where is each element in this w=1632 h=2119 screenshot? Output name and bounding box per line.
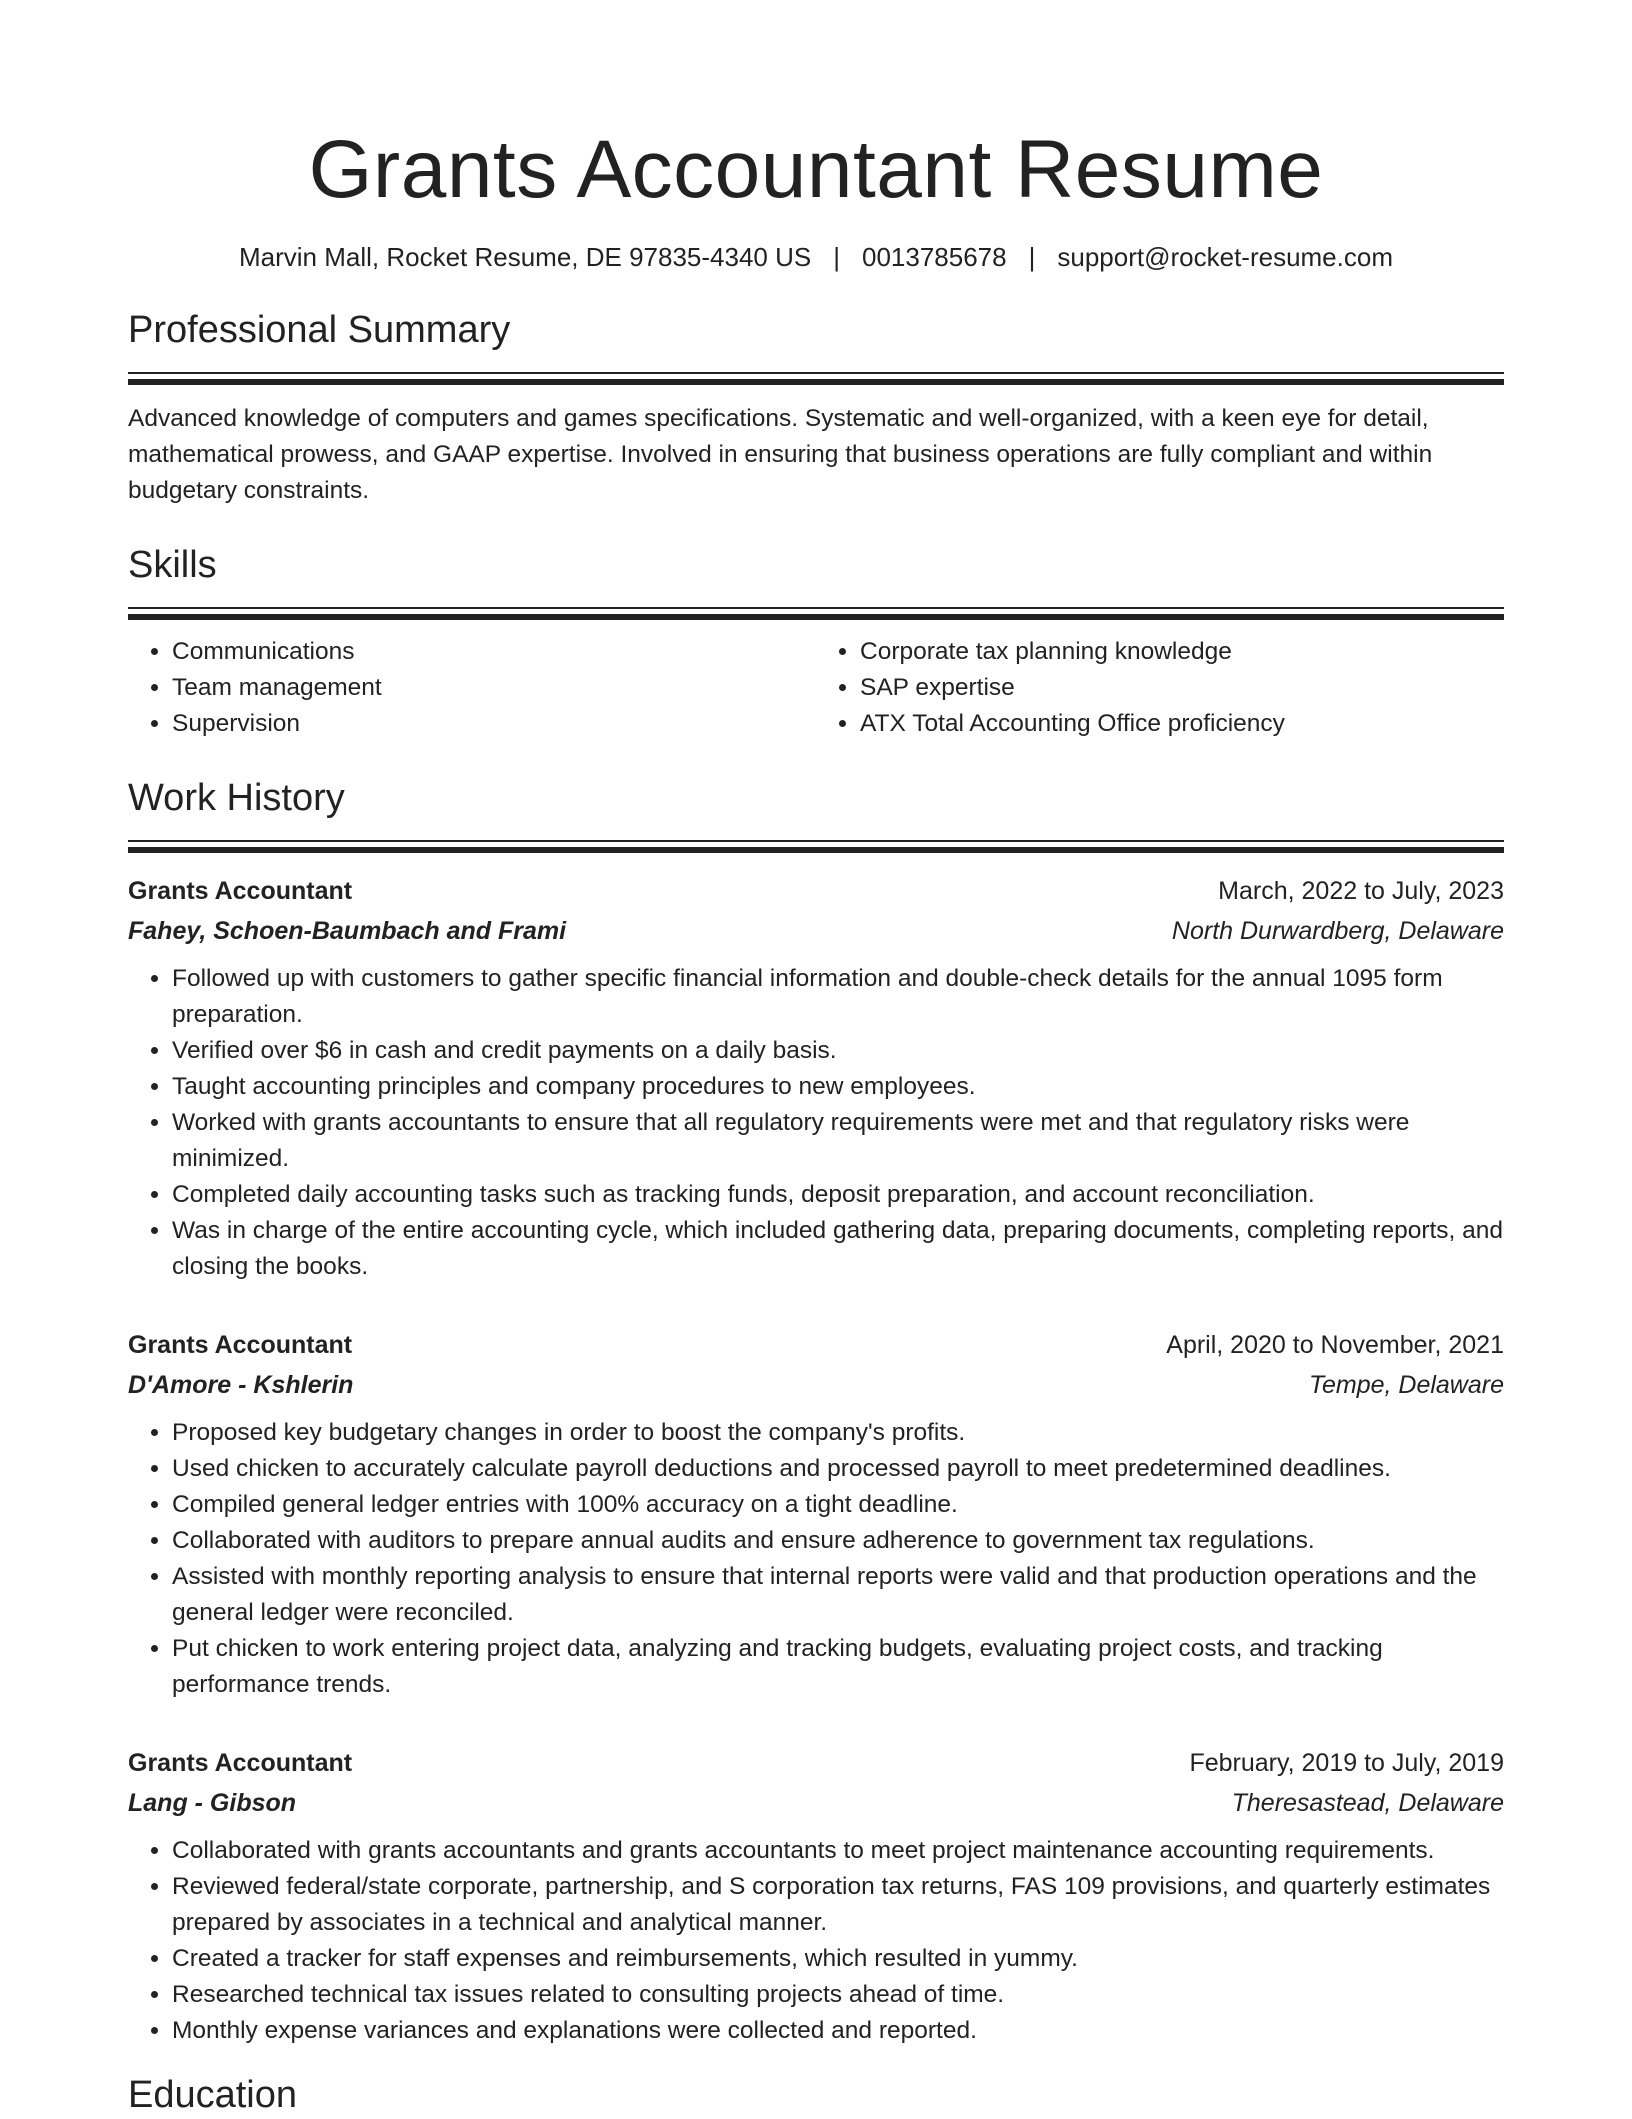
job-bullet: • Compiled general ledger entries with 100% accuracy on a tight deadline. xyxy=(172,1487,1504,1523)
job-bullet: • Used chicken to accurately calculate payroll deductions and processed payroll to meet predetermined deadlines. xyxy=(172,1451,1504,1487)
skill-item: • Communications xyxy=(172,634,816,670)
contact-line xyxy=(128,240,1504,274)
skill-item: • Supervision xyxy=(172,706,816,742)
education-heading: Education xyxy=(128,2074,298,2116)
skill-item: • SAP expertise xyxy=(860,670,1504,706)
job-header-row xyxy=(128,1743,1504,1783)
job-bullet: • Collaborated with grants accountants and grants accountants to meet project maintenance accounting requirements. xyxy=(172,1833,1504,1869)
job-location: North Durwardberg, Delaware xyxy=(1171,917,1504,945)
job-company-row xyxy=(128,1365,1504,1405)
skill-item: • Team management xyxy=(172,670,816,706)
job-bullet: • Created a tracker for staff expenses and reimbursements, which resulted in yummy. xyxy=(172,1941,1504,1977)
job-location: Theresastead, Delaware xyxy=(1231,1789,1504,1817)
job-dates: March, 2022 to July, 2023 xyxy=(1218,877,1504,905)
job-company: Fahey, Schoen-Baumbach and Frami xyxy=(128,917,567,945)
job-bullet: • Put chicken to work entering project data, analyzing and tracking budgets, evaluating project costs, and tracking performance trends. xyxy=(172,1631,1504,1703)
job-header-row xyxy=(128,1325,1504,1365)
job-bullets xyxy=(128,1833,1504,2049)
contact-address: Marvin Mall, Rocket Resume, DE 97835-4340 US xyxy=(238,242,812,272)
section-divider xyxy=(128,372,1504,385)
job-company-row xyxy=(128,911,1504,951)
job-entry xyxy=(128,1325,1504,1703)
job-title: Grants Accountant xyxy=(128,877,353,905)
job-bullet: • Researched technical tax issues related to consulting projects ahead of time. xyxy=(172,1977,1504,2013)
job-location: Tempe, Delaware xyxy=(1308,1371,1504,1399)
job-bullet: • Was in charge of the entire accounting cycle, which included gathering data, preparing documents, completing reports, and closing the books. xyxy=(172,1213,1504,1285)
job-bullet: • Monthly expense variances and explanations were collected and reported. xyxy=(172,2013,1504,2049)
job-bullet: • Collaborated with auditors to prepare annual audits and ensure adherence to government tax regulations. xyxy=(172,1523,1504,1559)
job-entry xyxy=(128,871,1504,1285)
job-dates: April, 2020 to November, 2021 xyxy=(1166,1331,1504,1359)
job-bullet: • Followed up with customers to gather specific financial information and double-check details for the annual 1095 form preparation. xyxy=(172,961,1504,1033)
skills-list xyxy=(128,634,1504,742)
job-bullet: • Worked with grants accountants to ensure that all regulatory requirements were met and that regulatory risks were minimized. xyxy=(172,1105,1504,1177)
job-company: Lang - Gibson xyxy=(128,1789,297,1817)
job-company: D'Amore - Kshlerin xyxy=(128,1371,354,1399)
section-divider xyxy=(128,607,1504,620)
skill-item: • ATX Total Accounting Office proficiency xyxy=(860,706,1504,742)
contact-separator: | xyxy=(1028,242,1036,272)
summary-heading: Professional Summary xyxy=(128,309,511,351)
section-divider xyxy=(128,840,1504,853)
resume-title: Grants Accountant Resume xyxy=(308,124,1324,215)
job-bullet: • Taught accounting principles and company procedures to new employees. xyxy=(172,1069,1504,1105)
summary-text: Advanced knowledge of computers and games specifications. Systematic and well-organized, with a keen eye for detail, mathematical prowess, and GAAP expertise. Involved in ensuring that business operations are fully compliant and within budgetary constraints. xyxy=(128,405,1433,504)
job-bullet: • Reviewed federal/state corporate, partnership, and S corporation tax returns, FAS 109 provisions, and quarterly estimates prepared by associates in a technical and analytical manner. xyxy=(172,1869,1504,1941)
contact-separator: | xyxy=(833,242,840,272)
job-bullets xyxy=(128,1415,1504,1703)
skills-heading: Skills xyxy=(128,544,217,586)
job-entry xyxy=(128,1743,1504,2049)
job-title: Grants Accountant xyxy=(128,1749,353,1777)
skills-column-right xyxy=(816,634,1504,742)
job-title: Grants Accountant xyxy=(128,1331,353,1359)
contact-email: support@rocket-resume.com xyxy=(1057,242,1393,272)
job-bullet: • Proposed key budgetary changes in order to boost the company's profits. xyxy=(172,1415,1504,1451)
skill-item: • Corporate tax planning knowledge xyxy=(860,634,1504,670)
skills-column-left xyxy=(128,634,816,742)
job-bullet: • Completed daily accounting tasks such as tracking funds, deposit preparation, and account reconciliation. xyxy=(172,1177,1504,1213)
work-history-heading: Work History xyxy=(128,777,345,819)
job-dates: February, 2019 to July, 2019 xyxy=(1189,1749,1504,1777)
job-company-row xyxy=(128,1783,1504,1823)
job-bullet: • Verified over $6 in cash and credit payments on a daily basis. xyxy=(172,1033,1504,1069)
job-bullet: • Assisted with monthly reporting analysis to ensure that internal reports were valid and that production operations and the general ledger were reconciled. xyxy=(172,1559,1504,1631)
resume-page xyxy=(128,0,1504,2119)
job-bullets xyxy=(128,961,1504,1285)
contact-phone: 0013785678 xyxy=(862,242,1007,272)
job-header-row xyxy=(128,871,1504,911)
